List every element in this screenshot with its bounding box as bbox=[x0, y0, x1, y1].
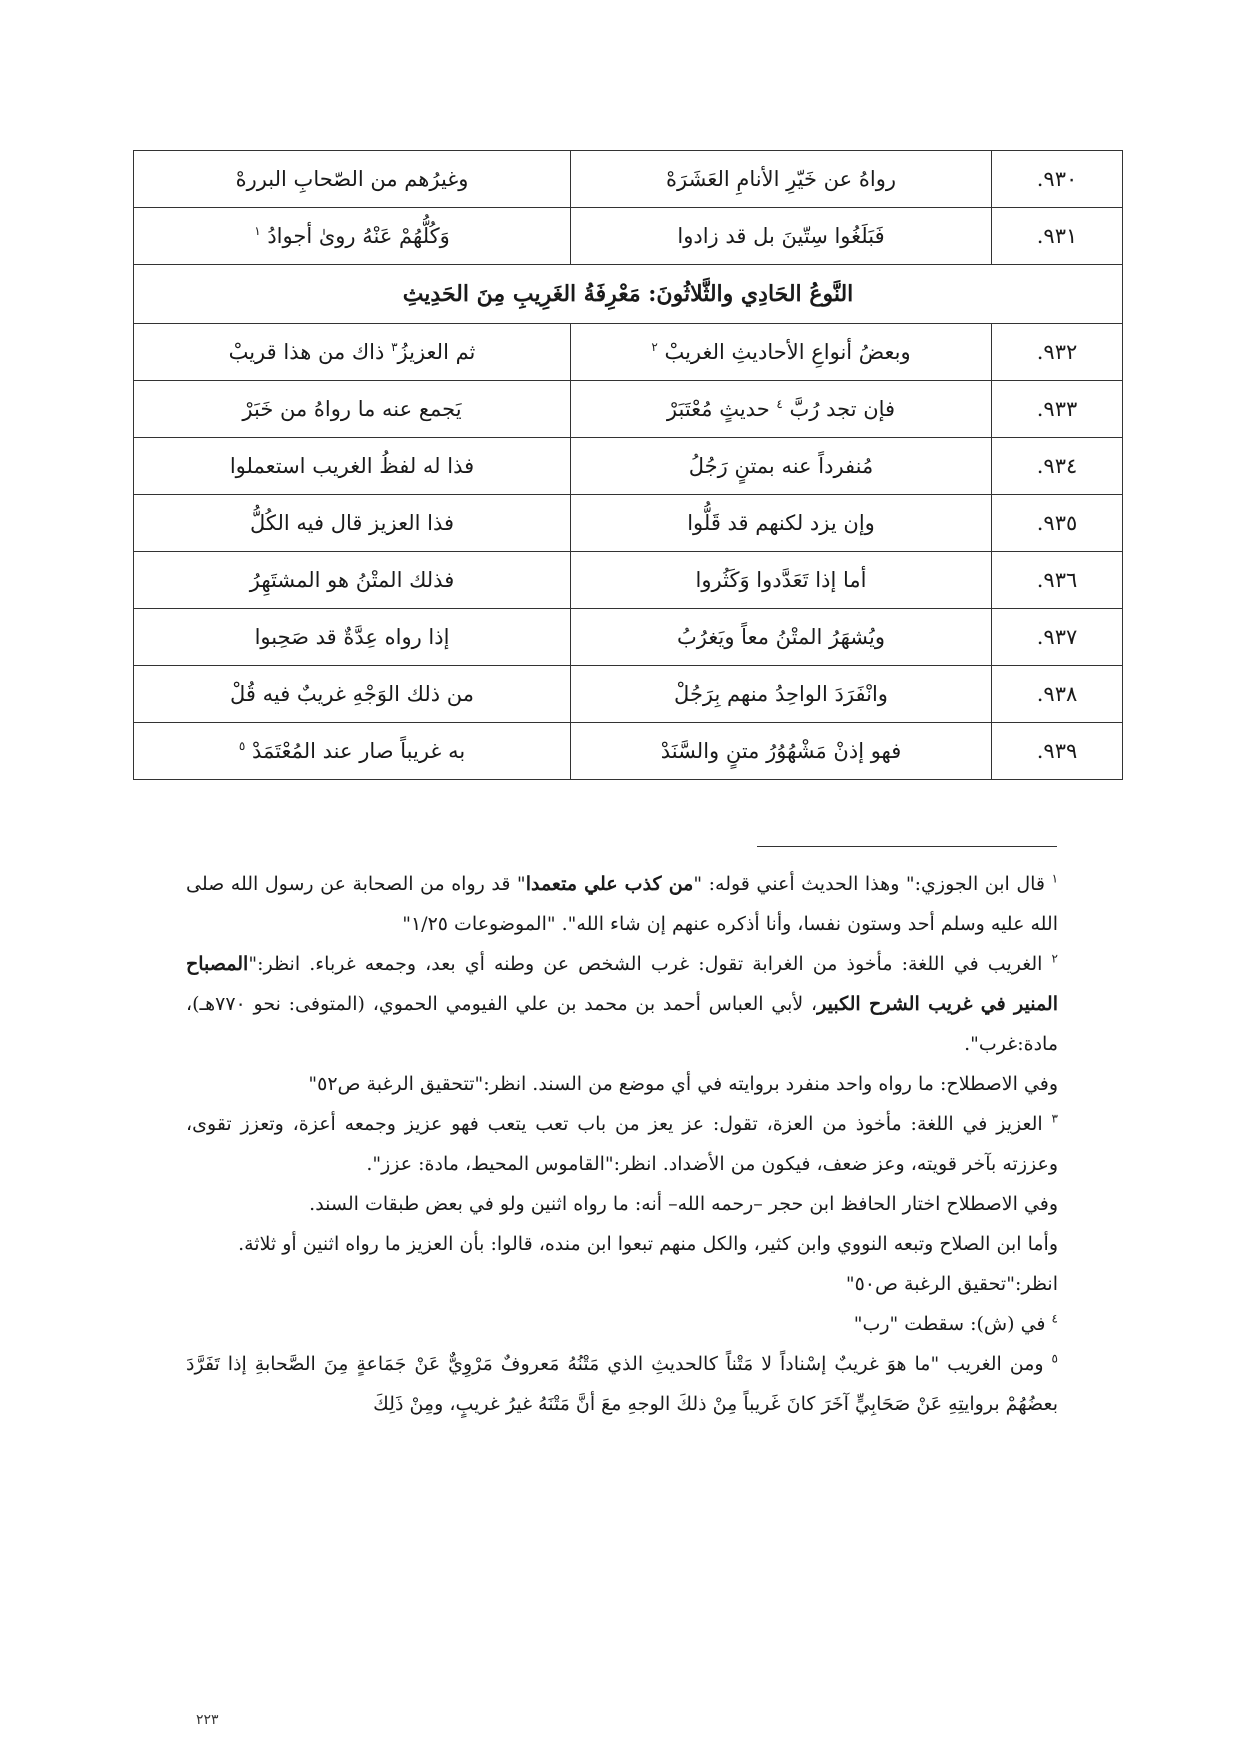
hemistich-text: وبعضُ أنواعِ الأحاديثِ الغريبْ bbox=[664, 340, 911, 364]
second-hemistich: إذا رواه عِدَّةٌ قد صَحِبوا bbox=[134, 609, 571, 666]
footnote-mark: ٤ bbox=[1051, 1311, 1058, 1326]
verse-number: ٩٣٧. bbox=[992, 609, 1123, 666]
first-hemistich: فَبَلَغُوا سِتّينَ بل قد زادوا bbox=[571, 208, 992, 265]
footnote-3-continued: وأما ابن الصلاح وتبعه النووي وابن كثير، والكل منهم تبعوا ابن منده، قالوا: بأن العزيز ما رواه اثنين أو ثلاثة. bbox=[238, 1233, 1058, 1255]
footnote-text: في (ش): سقطت "رب" bbox=[853, 1313, 1046, 1335]
footnote-bold-text: المصباح المنير في غريب الشرح الكبير bbox=[186, 953, 1058, 1015]
footnote-3-continued: وفي الاصطلاح اختار الحافظ ابن حجر –رحمه الله– أنه: ما رواه اثنين ولو في بعض طبقات السند. bbox=[309, 1193, 1058, 1215]
section-heading-row bbox=[134, 265, 1123, 324]
verse-number: ٩٣١. bbox=[992, 208, 1123, 265]
first-hemistich: رواهُ عن خَيّرِ الأنامِ العَشَرَهْ bbox=[571, 151, 992, 208]
footnote-3 bbox=[186, 1104, 1058, 1184]
first-hemistich: وانْفَرَدَ الواحِدُ منهم بِرَجُلْ bbox=[571, 666, 992, 723]
first-hemistich bbox=[571, 324, 992, 381]
verse-number: ٩٣٤. bbox=[992, 438, 1123, 495]
second-hemistich bbox=[134, 208, 571, 265]
footnote-ref[interactable]: ٢ bbox=[651, 340, 658, 354]
second-hemistich: فذا العزيز قال فيه الكُلُّ bbox=[134, 495, 571, 552]
verse-number: ٩٣٥. bbox=[992, 495, 1123, 552]
footnote-mark: ٣ bbox=[1051, 1111, 1058, 1126]
footnotes-section bbox=[186, 864, 1058, 1424]
footnote-text: العزيز في اللغة: مأخوذ من العزة، تقول: عز يعز من باب تعب يتعب فهو عزيز وجمعه أعزة، وتعزز تقوى، وعززته بآخر قويته، وعز ضعف، فيكون من الأضداد. انظر:"القاموس المحيط، مادة: عزز". bbox=[186, 1113, 1058, 1175]
table-row bbox=[134, 324, 1123, 381]
footnote-5 bbox=[186, 1344, 1058, 1424]
hemistich-text: به غريباً صار عند المُعْتَمَدْ bbox=[251, 739, 466, 763]
first-hemistich: ويُشهَرُ المتْنُ معاً ويَغرُبُ bbox=[571, 609, 992, 666]
footnote-mark: ٢ bbox=[1051, 951, 1058, 966]
first-hemistich bbox=[571, 381, 992, 438]
first-hemistich: وإن يزد لكنهم قد قَلُّوا bbox=[571, 495, 992, 552]
second-hemistich: من ذلك الوَجْهِ غريبٌ فيه قُلْ bbox=[134, 666, 571, 723]
footnote-text: ، لأبي العباس أحمد بن محمد بن علي الفيومي الحموي، (المتوفى: نحو ٧٧٠هـ)، مادة:غرب". bbox=[186, 993, 1058, 1055]
first-hemistich: مُنفرداً عنه بمتنٍ رَجُلُ bbox=[571, 438, 992, 495]
footnote-separator bbox=[757, 846, 1057, 847]
table-row bbox=[134, 552, 1123, 609]
second-hemistich: فذلك المتْنُ هو المشتَهِرُ bbox=[134, 552, 571, 609]
second-hemistich: وغيرُهم من الصّحابِ البررهْ bbox=[134, 151, 571, 208]
footnote-text: قال ابن الجوزي:" وهذا الحديث أعني قوله: " bbox=[693, 873, 1046, 895]
footnote-text: ومن الغريب "ما هوَ غريبٌ إسْناداً لا مَتْناً كالحديثِ الذي مَتْنُهُ مَعروفٌ مَرْوِيٌّ عَنْ جَمَاعةٍ مِنَ الصَّحابةِ إذا تَفَرَّدَ بعضُهُمْ بروايتِهِ عَنْ صَحَابِيٍّ آخَرَ كانَ غَريباً مِنْ ذلكَ الوجهِ معَ أنَّ مَتْنَهُ غيرُ غريبٍ، ومِنْ ذَلِكَ bbox=[186, 1353, 1058, 1415]
footnote-text: الغريب في اللغة: مأخوذ من الغرابة تقول: غرب الشخص عن وطنه أي بعد، وجمعه غرباء. انظر:" bbox=[248, 953, 1043, 975]
footnote-1 bbox=[186, 864, 1058, 944]
footnote-4 bbox=[186, 1304, 1058, 1344]
page-number: ٢٢٣ bbox=[196, 1712, 219, 1728]
table-row bbox=[134, 151, 1123, 208]
hemistich-text: ثم العزيزُ bbox=[397, 340, 476, 364]
table-row bbox=[134, 208, 1123, 265]
hemistich-text: فإن تجد رُبَّ bbox=[789, 397, 896, 421]
table-row bbox=[134, 723, 1123, 780]
second-hemistich bbox=[134, 324, 571, 381]
verse-number: ٩٣٩. bbox=[992, 723, 1123, 780]
verse-number: ٩٣٦. bbox=[992, 552, 1123, 609]
second-hemistich bbox=[134, 723, 571, 780]
footnote-3-reference: انظر:"تحقيق الرغبة ص٥٠" bbox=[845, 1273, 1058, 1295]
hemistich-text: وَكُلُّهُمْ عَنْهُ روىٰ أجوادُ bbox=[267, 224, 450, 248]
footnote-bold-text: من كذب علي متعمدا bbox=[525, 873, 694, 895]
table-row bbox=[134, 381, 1123, 438]
table-row bbox=[134, 609, 1123, 666]
first-hemistich: فهو إذنْ مَشْهُوُرُ متنٍ والسَّنَدْ bbox=[571, 723, 992, 780]
section-heading: النَّوعُ الحَادِي والثَّلاثُونَ: مَعْرِفَةُ الغَرِيبِ مِنَ الحَدِيثِ bbox=[134, 265, 1123, 324]
footnote-ref[interactable]: ٥ bbox=[238, 739, 246, 753]
table-row bbox=[134, 666, 1123, 723]
verse-number: ٩٣٣. bbox=[992, 381, 1123, 438]
verses-table bbox=[133, 150, 1123, 780]
footnote-mark: ٥ bbox=[1051, 1351, 1058, 1366]
verse-number: ٩٣٢. bbox=[992, 324, 1123, 381]
verse-number: ٩٣٨. bbox=[992, 666, 1123, 723]
table-row bbox=[134, 438, 1123, 495]
table-row bbox=[134, 495, 1123, 552]
footnote-ref[interactable]: ٤ bbox=[776, 397, 783, 411]
footnote-2-continued: وفي الاصطلاح: ما رواه واحد منفرد بروايته في أي موضع من السند. انظر:"تتحقيق الرغبة ص٥٢" bbox=[308, 1073, 1058, 1095]
footnote-2 bbox=[186, 944, 1058, 1064]
verse-number: ٩٣٠. bbox=[992, 151, 1123, 208]
footnote-ref[interactable]: ٣ bbox=[391, 340, 398, 354]
second-hemistich: يَجمع عنه ما رواهُ من خَبَرْ bbox=[134, 381, 571, 438]
hemistich-text: ذاك من هذا قريبْ bbox=[228, 340, 385, 364]
second-hemistich: فذا له لفظُ الغريب استعملوا bbox=[134, 438, 571, 495]
footnote-mark: ١ bbox=[1051, 871, 1059, 886]
hemistich-text: حديثٍ مُعْتَبَرْ bbox=[666, 397, 770, 421]
footnote-text: " قد رواه من الصحابة عن رسول الله صلى الله عليه وسلم أحد وستون نفسا، وأنا أذكره عنهم إن شاء الله". "الموضوعات ١/٢٥" bbox=[186, 873, 1058, 935]
footnote-ref[interactable]: ١ bbox=[254, 224, 261, 238]
first-hemistich: أما إذا تَعَدَّدوا وَكَثُروا bbox=[571, 552, 992, 609]
